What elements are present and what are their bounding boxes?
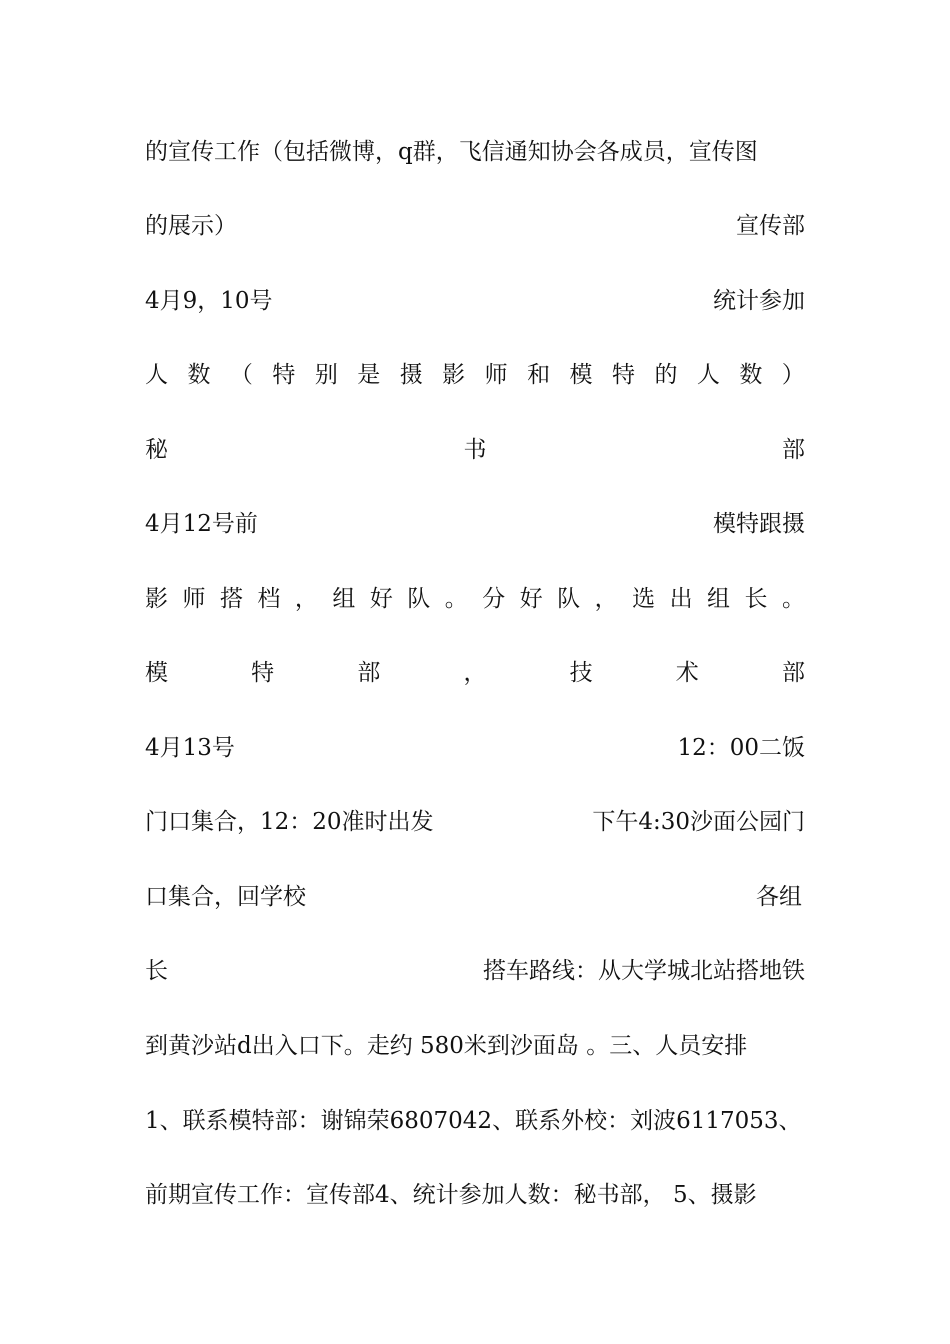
text-line-11 xyxy=(145,879,805,915)
char: 别 xyxy=(314,362,338,388)
char: 模 xyxy=(569,362,593,388)
line-right: 搭车路线：从大学城北站搭地铁 xyxy=(483,958,805,984)
char: 的 xyxy=(654,362,678,388)
char: 是 xyxy=(357,362,381,388)
char: 队 xyxy=(557,586,581,612)
line-left: 口集合，回学校 xyxy=(145,884,306,910)
line-right: 12：00二饭 xyxy=(677,735,805,761)
line-right: 下午4:30沙面公园门 xyxy=(592,809,805,835)
text-line-4 xyxy=(145,357,805,393)
line-right: 统计参加 xyxy=(713,288,805,314)
char: 特 xyxy=(611,362,635,388)
line-left: 4月13号 xyxy=(145,735,235,761)
text-line-3 xyxy=(145,283,805,319)
text-line-6 xyxy=(145,506,805,542)
text-line-15 xyxy=(145,1177,805,1213)
char: ） xyxy=(781,362,805,388)
text-line-1 xyxy=(145,134,805,170)
text-line-8 xyxy=(145,655,805,691)
char: 秘 xyxy=(145,437,168,463)
char: 组 xyxy=(707,586,731,612)
line-text: 到黄沙站d出入口下。走约 580米到沙面岛 。三、人员安排 xyxy=(145,1033,748,1059)
line-left: 4月9，10号 xyxy=(145,288,273,314)
char: 组 xyxy=(332,586,356,612)
char: 队 xyxy=(407,586,431,612)
text-line-10 xyxy=(145,804,805,840)
char: ， xyxy=(294,586,318,612)
text-line-7 xyxy=(145,581,805,617)
char: 部 xyxy=(357,660,381,686)
char: 影 xyxy=(145,586,168,612)
line-left: 的展示） xyxy=(145,213,237,239)
char: 数 xyxy=(739,362,763,388)
line-left: 4月12号前 xyxy=(145,511,258,537)
line-text: 前期宣传工作：宣传部4、统计参加人数：秘书部， 5、摄影 xyxy=(145,1182,757,1208)
char: 技 xyxy=(569,660,593,686)
char: 选 xyxy=(632,586,656,612)
char: 长 xyxy=(744,586,768,612)
line-right: 宣传部 xyxy=(736,213,805,239)
char: 部 xyxy=(782,437,805,463)
char: 出 xyxy=(669,586,693,612)
char: 档 xyxy=(257,586,281,612)
char: 数 xyxy=(187,362,211,388)
text-line-2 xyxy=(145,208,805,244)
char: 搭 xyxy=(219,586,243,612)
char: 。 xyxy=(781,586,805,612)
line-left: 门口集合，12：20准时出发 xyxy=(145,809,434,835)
line-right: 模特跟摄 xyxy=(713,511,805,537)
char: ， xyxy=(594,586,618,612)
char: 影 xyxy=(442,362,466,388)
char: 人 xyxy=(145,362,168,388)
char: 师 xyxy=(484,362,508,388)
char: 好 xyxy=(369,586,393,612)
char: （ xyxy=(229,362,253,388)
line-text: 1、联系模特部：谢锦荣6807042、联系外校：刘波6117053、 xyxy=(145,1108,802,1134)
char: ， xyxy=(463,660,487,686)
text-line-9 xyxy=(145,730,805,766)
text-line-13 xyxy=(145,1028,805,1064)
line-right: 各组 xyxy=(756,884,802,910)
char: 好 xyxy=(519,586,543,612)
char: 术 xyxy=(675,660,699,686)
line-text: 的宣传工作（包括微博，q群，飞信通知协会各成员，宣传图 xyxy=(145,139,758,165)
char: 人 xyxy=(696,362,720,388)
char: 模 xyxy=(145,660,168,686)
char: 和 xyxy=(527,362,551,388)
text-line-12 xyxy=(145,953,805,989)
text-line-5 xyxy=(145,432,805,468)
char: 特 xyxy=(272,362,296,388)
char: 特 xyxy=(251,660,275,686)
char: 部 xyxy=(781,660,805,686)
text-line-14 xyxy=(145,1103,805,1139)
char: 分 xyxy=(482,586,506,612)
line-left: 长 xyxy=(145,958,168,984)
char: 书 xyxy=(463,437,487,463)
char: 。 xyxy=(444,586,468,612)
char: 师 xyxy=(182,586,206,612)
char: 摄 xyxy=(399,362,423,388)
